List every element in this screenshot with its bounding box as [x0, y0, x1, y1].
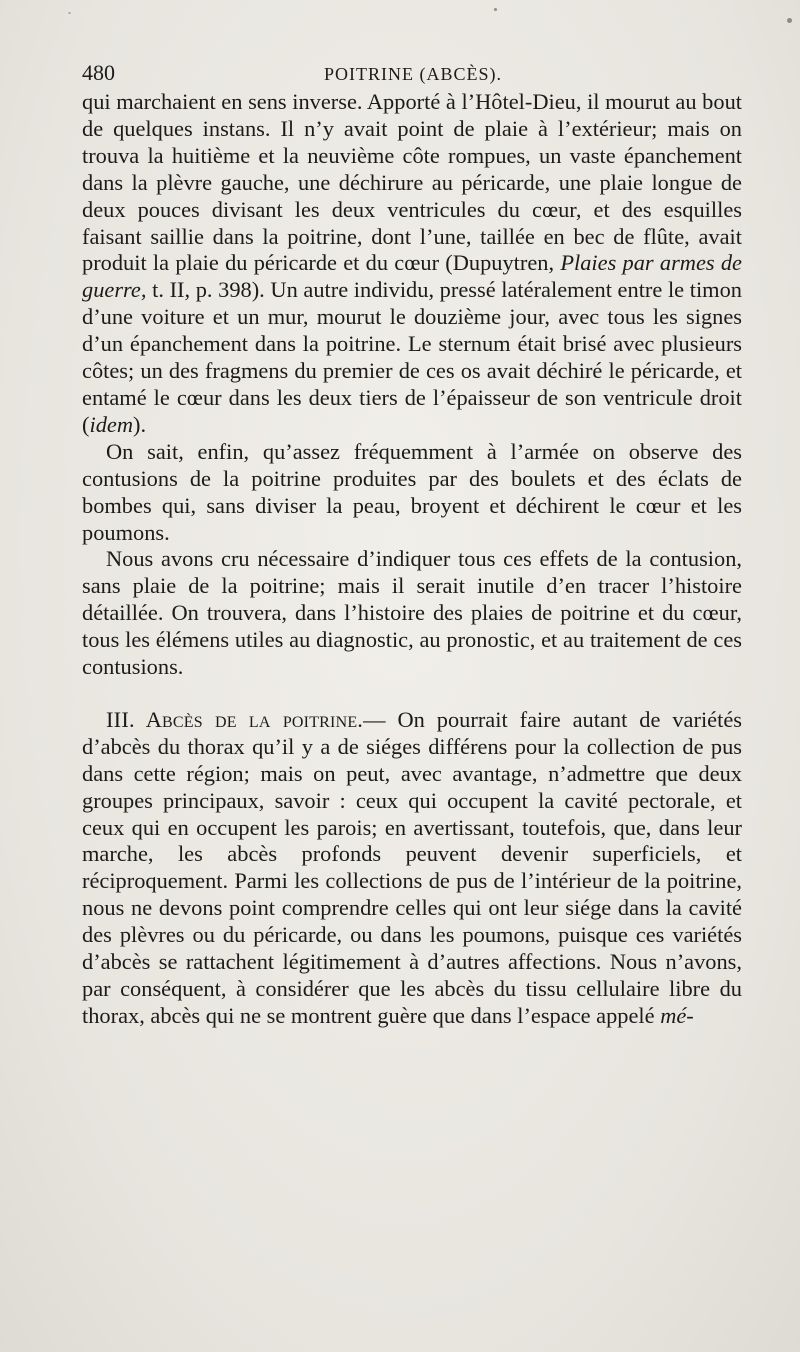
page-number: 480 — [82, 60, 115, 85]
paper-speck — [494, 8, 497, 11]
page-header — [82, 58, 752, 88]
text-segment: t. II, p. 398). Un autre individu, pressé latéralement entre le timon d’une voiture et un mur, mourut le douzième jour, avec tous les signes d’un épanchement dans la poitrine. Le sternum était brisé avec plusieurs côtes; un des fragmens du premier de ces os avait déchiré le péricarde, et entamé le cœur dans les deux tiers de l’épaisseur de son ventricule droit ( — [82, 277, 742, 437]
paper-speck — [787, 18, 792, 23]
paragraph-abces-section — [82, 707, 742, 1030]
text-segment: Nous avons cru nécessaire d’indiquer tous ces effets de la contusion, sans plaie de la poitrine; mais il serait inutile d’en tracer l’histoire détaillée. On trouvera, dans l’histoire des plaies de poitrine et du cœur, tous les élémens utiles au diagnostic, au pronostic, et au traitement de ces contusions. — [82, 546, 742, 680]
paper-speck — [68, 12, 71, 14]
text-segment: On sait, enfin, qu’assez fréquemment à l’armée on observe des contusions de la poitrine produites par des boulets et des éclats de bombes qui, sans diviser la peau, broyent et déchirent le cœur et les poumons. — [82, 438, 742, 545]
paragraph-summary — [82, 546, 742, 681]
text-segment: ). — [133, 411, 147, 437]
section-heading: III. Abcès de la poitrine. — [106, 706, 364, 732]
text-segment: qui marchaient en sens inverse. Apporté à l’Hôtel-Dieu, il mourut au bout de quelques instans. Il n’y avait point de plaie à l’extérieur; mais on trouva la huitième et la neuvième côte rompues, un vaste épanchement dans la plèvre gauche, une déchirure au péricarde, une plaie longue de deux pouces divisant les deux ventricules du cœur, et des esquilles faisant saillie dans la poitrine, dont l’une, taillée en bec de flûte, avait produit la plaie du péricarde et du cœur (Dupuytren, — [82, 89, 742, 276]
paragraph-contusions — [82, 439, 742, 547]
italic-citation-title: Plaies par armes de guerre, — [82, 250, 742, 303]
paragraph-continuation — [82, 89, 742, 439]
italic-trailing-word: mé- — [660, 1002, 694, 1028]
text-segment: — On pourrait faire autant de variétés d’abcès du thorax qu’il y a de siéges différens pour la collection de pus dans cette région; mais on peut, avec avantage, n’admettre que deux groupes principaux, savoir : ceux qui occupent la cavité pectorale, et ceux qui en occupent les parois; en avertissant, toutefois, que, dans leur marche, les abcès profonds peuvent devenir superficiels, et réciproquement. Parmi les collections de pus de l’intérieur de la poitrine, nous ne devons point comprendre celles qui ont leur siége dans la cavité des plèvres ou du péricarde, ou dans les poumons, puisque ces variétés d’abcès se rattachent légitimement à d’autres affections. Nous n’avons, par conséquent, à considérer que les abcès du tissu cellulaire libre du thorax, abcès qui ne se montrent guère que dans l’espace appelé — [82, 706, 742, 1028]
running-head: POITRINE (ABCÈS). — [324, 64, 502, 84]
body-text — [82, 89, 742, 1030]
italic-idem: idem — [89, 411, 133, 437]
